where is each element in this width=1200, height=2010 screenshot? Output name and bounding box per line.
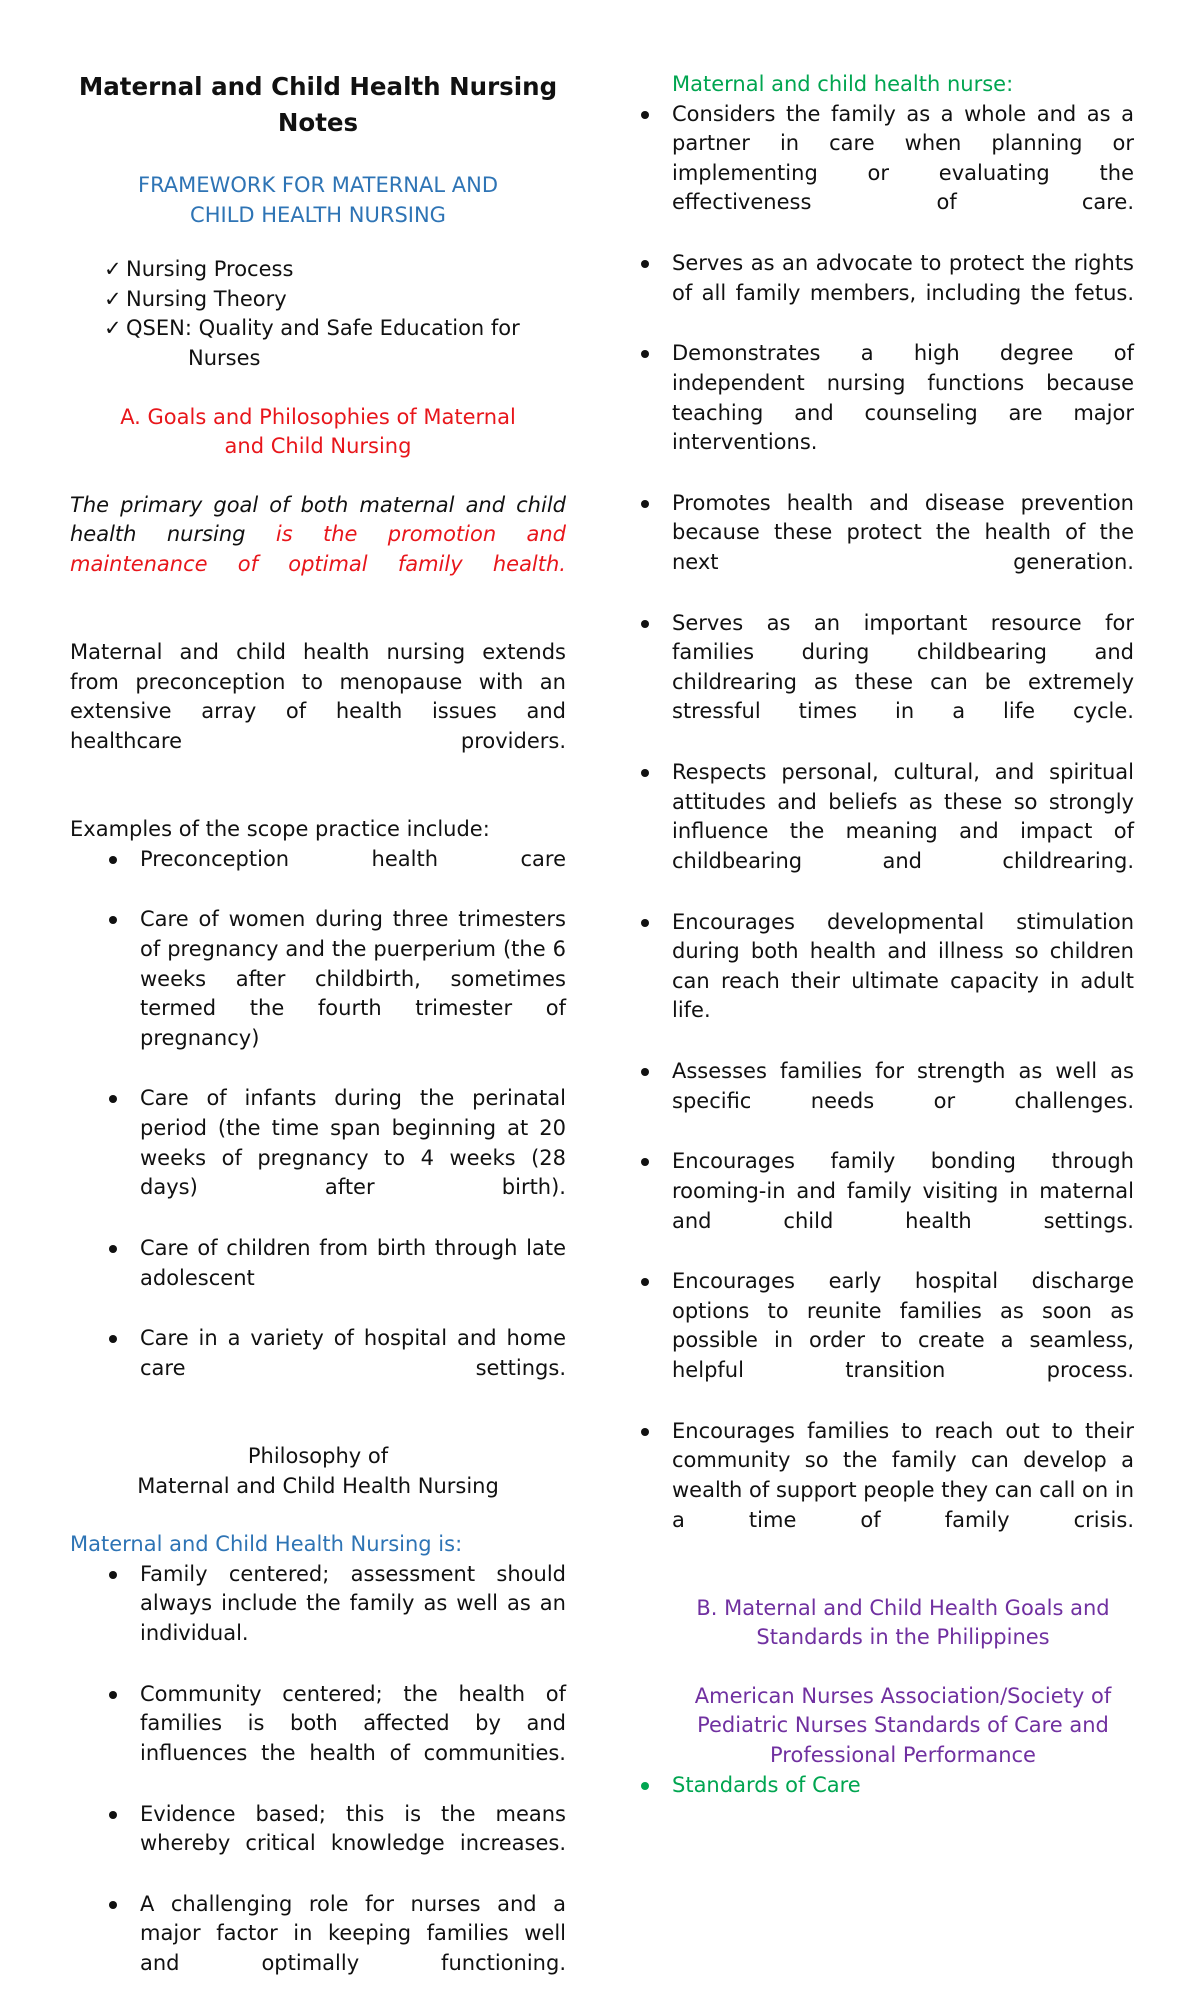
primary-goal-statement: [70, 491, 566, 609]
list-item: Care of children from birth through late adolescent: [140, 1234, 566, 1323]
ana-heading: [672, 1682, 1134, 1771]
list-item: Encourages families to reach out to their community so the family can develop a wealth of support people they can call on in a time of family crisis.: [672, 1417, 1134, 1565]
list-item: Encourages early hospital discharge options to reunite families as soon as possible in order to create a seamless, helpful transition process.: [672, 1267, 1134, 1415]
checklist-item: ✓ Nursing Process: [104, 255, 566, 285]
nurse-list: [602, 100, 1134, 1565]
ana-heading-line2: Pediatric Nurses Standards of Care and: [697, 1713, 1109, 1738]
page-title-line1: Maternal and Child Health Nursing: [78, 72, 558, 101]
nurse-heading: Maternal and child health nurse:: [672, 72, 1014, 96]
standards-list: [602, 1771, 1134, 1801]
section-b-heading-line1: B. Maternal and Child Health Goals and: [696, 1595, 1110, 1620]
list-item: Care in a variety of hospital and home care settings.: [140, 1324, 566, 1413]
list-item: Respects personal, cultural, and spiritual attitudes and beliefs as these so strongly influence the meaning and impact of childbearing and childrearing.: [672, 758, 1134, 906]
right-column: [672, 0, 1134, 1802]
list-item: Considers the family as a whole and as a partner in care when planning or implementing or evaluating the effectiveness of care.: [672, 100, 1134, 248]
scope-list: [70, 845, 566, 1413]
framework-heading-line2: CHILD HEALTH NURSING: [190, 202, 446, 227]
left-column: [70, 0, 566, 2010]
section-b-heading: [672, 1594, 1134, 1653]
page-title: [70, 69, 566, 141]
framework-heading: [70, 171, 566, 230]
list-item: Care of infants during the perinatal period (the time span beginning at 20 weeks of pregnancy to 4 weeks (28 days) after birth).: [140, 1084, 566, 1232]
list-item: Standards of Care: [672, 1771, 1134, 1801]
section-a-heading: [70, 403, 566, 462]
list-item: Promotes health and disease prevention because these protect the health of the next generation.: [672, 489, 1134, 607]
extends-paragraph: Maternal and child health nursing extends from preconception to menopause with an extensive array of health issues and healthcare providers.: [70, 640, 566, 753]
mchn-is-list: [70, 1560, 566, 2008]
list-item: Preconception health care: [140, 845, 566, 904]
list-item: Demonstrates a high degree of independent nursing functions because teaching and counseling are major interventions.: [672, 339, 1134, 487]
checklist-item: ✓ QSEN: Quality and Safe Education for: [104, 314, 566, 344]
list-item: Serves as an important resource for families during childbearing and childrearing as these can be extremely stressful times in a life cycle.: [672, 609, 1134, 757]
section-a-heading-line1: A. Goals and Philosophies of Maternal: [120, 404, 516, 429]
philosophy-heading-line2: Maternal and Child Health Nursing: [137, 1473, 499, 1498]
section-a-heading-line2: and Child Nursing: [224, 434, 412, 459]
list-item: Assesses families for strength as well as specific needs or challenges.: [672, 1057, 1134, 1146]
list-item: Community centered; the health of families is both affected by and influences the health of communities.: [140, 1680, 566, 1798]
goal-text: The primary goal of both maternal and child health nursing: [70, 492, 566, 547]
list-item: Family centered; assessment should always include the family as well as an individual.: [140, 1560, 566, 1678]
section-b-heading-line2: Standards in the Philippines: [756, 1625, 1050, 1650]
ana-heading-line3: Professional Performance: [770, 1743, 1036, 1768]
framework-checklist: [70, 255, 566, 373]
framework-heading-line1: FRAMEWORK FOR MATERNAL AND: [137, 173, 498, 197]
list-item: Care of women during three trimesters of pregnancy and the puerperium (the 6 weeks after childbirth, sometimes termed the fourth trimester of pregnancy): [140, 905, 566, 1083]
mchn-is-heading: Maternal and Child Health Nursing is:: [70, 1532, 463, 1557]
list-item: Encourages developmental stimulation during both health and illness so children can reach their ultimate capacity in adult life.: [672, 908, 1134, 1056]
list-item: Serves as an advocate to protect the rights of all family members, including the fetus.: [672, 249, 1134, 338]
philosophy-heading-line1: Philosophy of: [247, 1443, 389, 1468]
philosophy-heading: [70, 1442, 566, 1501]
list-item: Evidence based; this is the means whereby critical knowledge increases.: [140, 1800, 566, 1889]
checklist-item-continuation: Nurses: [188, 345, 261, 370]
goal-highlight: is the promotion and maintenance of optimal family health.: [70, 522, 567, 576]
page-title-line2: Notes: [277, 108, 359, 137]
scope-intro: Examples of the scope practice include:: [70, 817, 490, 842]
ana-heading-line1: American Nurses Association/Society of: [694, 1683, 1112, 1708]
checklist-item: ✓ Nursing Theory: [104, 285, 566, 315]
list-item: A challenging role for nurses and a major factor in keeping families well and optimally functioning.: [140, 1890, 566, 2008]
list-item: Encourages family bonding through rooming-in and family visiting in maternal and child health settings.: [672, 1147, 1134, 1265]
